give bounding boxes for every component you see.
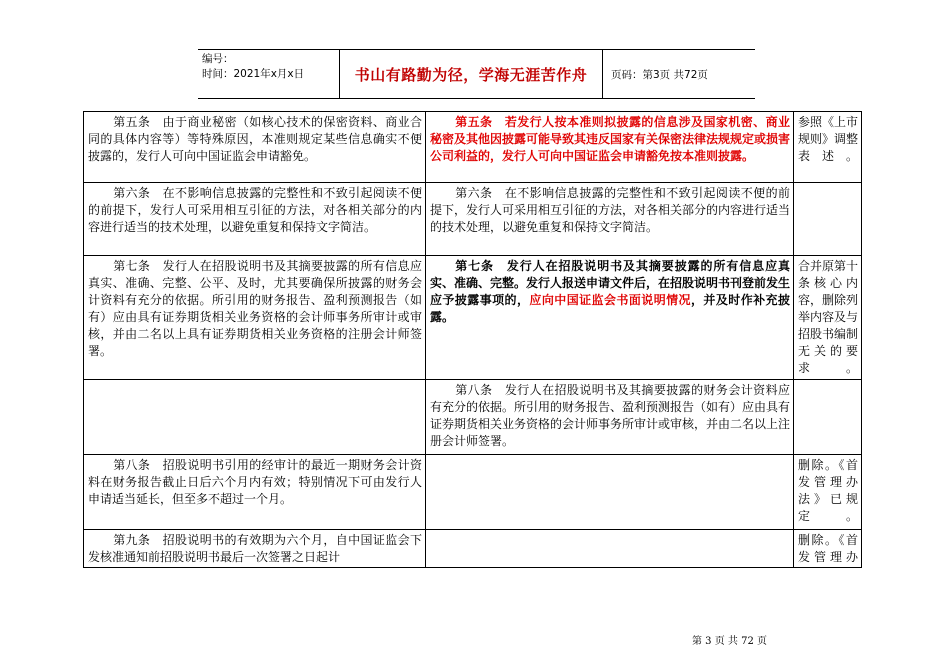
motto-text: 书山有路勤为径，学海无涯苦作舟 bbox=[354, 65, 588, 84]
table-row bbox=[84, 455, 862, 530]
original-clause-cell bbox=[84, 455, 426, 530]
note-cell bbox=[794, 380, 862, 455]
note-text: 删除。《首发管理办 bbox=[798, 533, 858, 564]
clause-text: 第七条 发行人在招股说明书及其摘要披露的所有信息应真实、准确、完整、公平、及时，尤其要确保所披露的财务会计资料有充分的依据。所引用的财务报告、盈利预测报告（如有）应由具有证券期货相关业务资格的会计师事务所审计或审核，并由二名以上具有证券期货相关业务资格的注册会计师签署。 bbox=[88, 259, 422, 358]
note-cell bbox=[794, 256, 862, 380]
revised-clause-cell bbox=[426, 112, 794, 183]
header-page-cell bbox=[603, 50, 755, 98]
table-row bbox=[84, 380, 862, 455]
revised-clause-cell bbox=[426, 183, 794, 256]
revised-clause-cell bbox=[426, 256, 794, 380]
comparison-table bbox=[83, 111, 862, 568]
note-cell bbox=[794, 112, 862, 183]
original-clause-cell bbox=[84, 112, 426, 183]
header-meta-cell bbox=[198, 50, 340, 98]
note-text: 参照《上市规则》调整表述。 bbox=[798, 115, 859, 163]
original-clause-cell bbox=[84, 380, 426, 455]
clause-text: 第八条 招股说明书引用的经审计的最近一期财务会计资料在财务报告截止日后六个月内有效；特别情况下可由发行人申请适当延长，但至多不超过一个月。 bbox=[88, 458, 422, 506]
revised-clause-cell bbox=[426, 455, 794, 530]
note-text: 删除。《首发管理办法》已规定。 bbox=[798, 458, 858, 523]
table-row bbox=[84, 183, 862, 256]
note-text: 合并原第十条核心内容，删除列举内容及与招股书编制无关的要求。 bbox=[798, 259, 859, 375]
time-label: 时间：2021年x月x日 bbox=[202, 68, 305, 80]
table-row bbox=[84, 112, 862, 183]
page-header bbox=[198, 49, 755, 99]
note-cell bbox=[794, 530, 862, 568]
table-row bbox=[84, 530, 862, 568]
code-label: 编号： bbox=[202, 53, 234, 65]
clause-text: 第七条 发行人在招股说明书及其摘要披露的所有信息应真实、准确、完整。发行人报送申请文件后，在招股说明书刊登前发生应予披露事项的， bbox=[430, 259, 791, 307]
clause-text: 第九条 招股说明书的有效期为六个月，自中国证监会下发核准通知前招股说明书最后一次签署之日起计 bbox=[88, 533, 422, 564]
clause-text: ，并及时作补充披露。 bbox=[430, 293, 790, 324]
note-cell bbox=[794, 455, 862, 530]
page-footer: 第 3 页 共 72 页 bbox=[692, 636, 767, 647]
page-label: 页码：第3页 共72页 bbox=[611, 68, 708, 81]
clause-text: 第六条 在不影响信息披露的完整性和不致引起阅读不便的前提下，发行人可采用相互引征的方法，对各相关部分的内容进行适当的技术处理，以避免重复和保持文字简洁。 bbox=[430, 186, 791, 234]
header-motto-cell bbox=[340, 50, 603, 98]
original-clause-cell bbox=[84, 256, 426, 380]
original-clause-cell bbox=[84, 183, 426, 256]
clause-text: 第五条 由于商业秘密（如核心技术的保密资料、商业合同的具体内容等）等特殊原因，本准则规定某些信息确实不便披露的，发行人可向中国证监会申请豁免。 bbox=[88, 115, 422, 163]
clause-text: 第六条 在不影响信息披露的完整性和不致引起阅读不便的前提下，发行人可采用相互引征的方法，对各相关部分的内容进行适当的技术处理，以避免重复和保持文字简洁。 bbox=[88, 186, 422, 234]
note-cell bbox=[794, 183, 862, 256]
clause-text: 第五条 若发行人按本准则拟披露的信息涉及国家机密、商业秘密及其他因披露可能导致其违反国家有关保密法律法规规定或损害公司利益的，发行人可向中国证监会申请豁免按本准则披露。 bbox=[430, 115, 791, 163]
original-clause-cell bbox=[84, 530, 426, 568]
revised-clause-cell bbox=[426, 530, 794, 568]
clause-text: 第八条 发行人在招股说明书及其摘要披露的财务会计资料应有充分的依据。所引用的财务报告、盈利预测报告（如有）应由具有证券期货相关业务资格的会计师事务所审计或审核，并由二名以上注册会计师签署。 bbox=[430, 383, 791, 448]
clause-text-highlight: 应向中国证监会书面说明情况 bbox=[529, 293, 691, 307]
table-row bbox=[84, 256, 862, 380]
revised-clause-cell bbox=[426, 380, 794, 455]
